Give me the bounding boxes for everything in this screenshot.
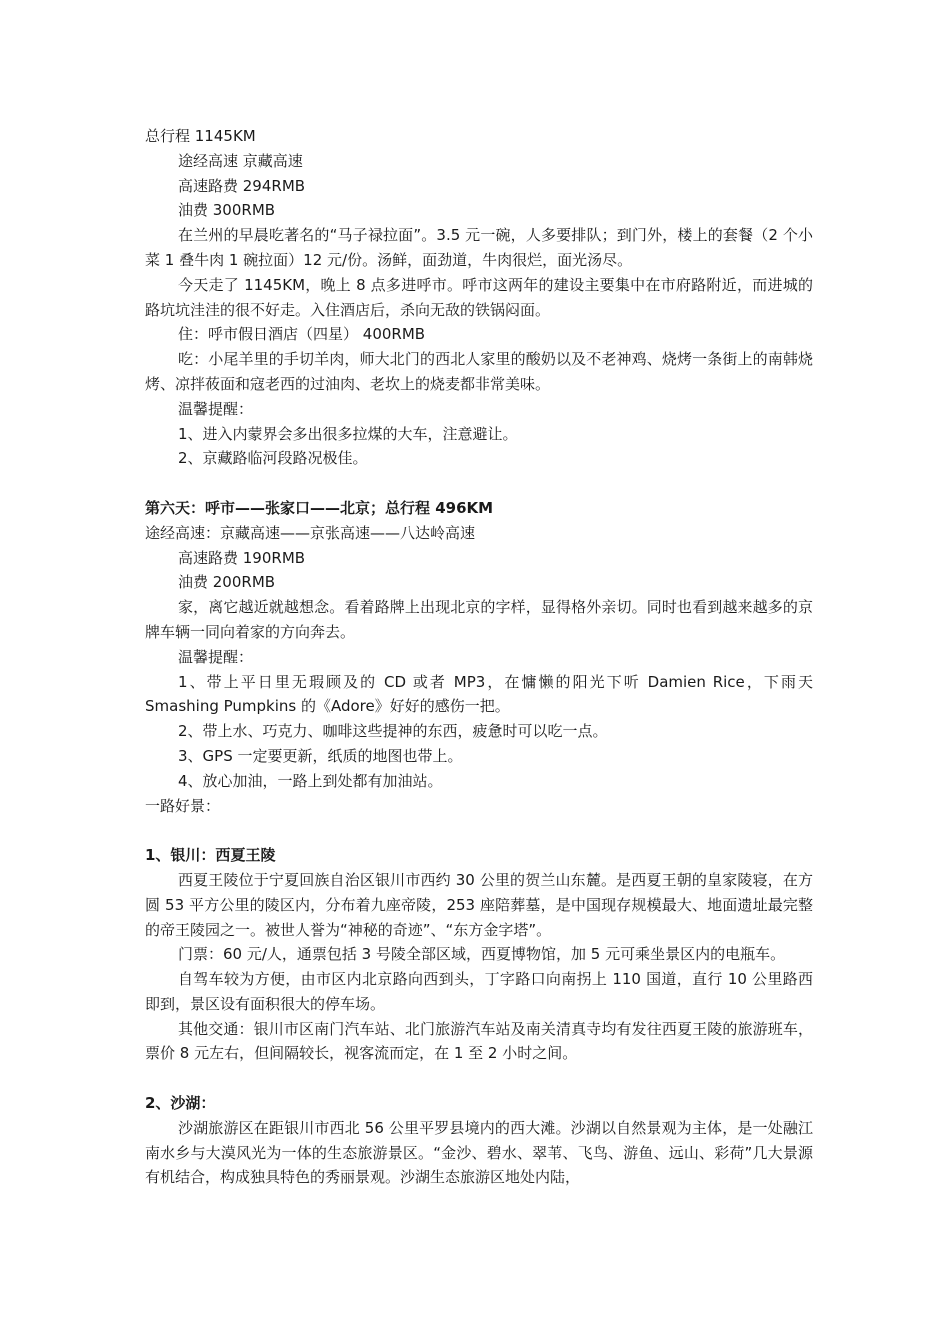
day5-toll: 高速路费 294RMB: [178, 176, 306, 195]
day5-tip-item: 1、进入内蒙界会多出很多拉煤的大车，注意避让。: [178, 424, 518, 443]
day5-paragraph-hohhot: 今天走了 1145KM，晚上 8 点多进呼市。呼市这两年的建设主要集中在市府路附近，而进城的路坑坑洼洼的很不好走。入住酒店后，杀向无敌的铁锅闷面。: [145, 275, 813, 319]
spot1-paragraph-transport: 其他交通：银川市区南门汽车站、北门旅游汽车站及南关清真寺均有发往西夏王陵的旅游班车，票价 8 元左右，但间隔较长，视客流而定，在 1 至 2 小时之间。: [145, 1019, 813, 1063]
day6-heading: 第六天：呼市——张家口——北京；总行程 496KM: [145, 498, 494, 517]
day6-fuel: 油费 200RMB: [178, 573, 276, 592]
spot2-paragraph-intro: 沙湖旅游区在距银川市西北 56 公里平罗县境内的西大滩。沙湖以自然景观为主体，是一处融江南水乡与大漠风光为一体的生态旅游景区。“金沙、碧水、翠苇、飞鸟、游鱼、远山、彩荷”几大景源有机结合，构成独具特色的秀丽景观。沙湖生态旅游区地处内陆，: [145, 1118, 813, 1187]
day6-tip-item: 4、放心加油，一路上到处都有加油站。: [178, 771, 443, 790]
day6-tips-title: 温馨提醒：: [178, 647, 254, 666]
day5-tips-title: 温馨提醒：: [178, 399, 254, 418]
spacer: [145, 471, 813, 496]
spacer: [145, 1066, 813, 1091]
spot2-heading: 2、沙湖：: [145, 1094, 216, 1113]
spot1-paragraph-intro: 西夏王陵位于宁夏回族自治区银川市西约 30 公里的贺兰山东麓。是西夏王朝的皇家陵寝，在方圆 53 平方公里的陵区内，分布着九座帝陵，253 座陪葬墓，是中国现存规模最大、地面遗址最完整的帝王陵园之一。被世人誉为“神秘的奇迹”、“东方金字塔”。: [145, 870, 813, 939]
day5-stay: 住：呼市假日酒店（四星） 400RMB: [178, 325, 426, 344]
scenery-title: 一路好景：: [145, 796, 221, 815]
day6-toll: 高速路费 190RMB: [178, 548, 306, 567]
spot1-paragraph-ticket: 门票：60 元/人，通票包括 3 号陵全部区域，西夏博物馆，加 5 元可乘坐景区内的电瓶车。: [178, 945, 786, 964]
day6-tip-item: 3、GPS 一定要更新，纸质的地图也带上。: [178, 746, 463, 765]
spacer: [145, 818, 813, 843]
day5-fuel: 油费 300RMB: [178, 201, 276, 220]
day5-paragraph-lanzhou: 在兰州的早晨吃著名的“马子禄拉面”。3.5 元一碗，人多要排队；到门外，楼上的套餐（2 个小菜 1 叠牛肉 1 碗拉面）12 元/份。汤鲜，面劲道，牛肉很烂，面光汤尽。: [145, 226, 813, 269]
day5-tip-item: 2、京藏路临河段路况极佳。: [178, 449, 368, 468]
spot1-paragraph-driving: 自驾车较为方便，由市区内北京路向西到头，丁字路口向南拐上 110 国道，直行 10 公里路西即到，景区设有面积很大的停车场。: [145, 970, 813, 1013]
day6-tip-item: 2、带上水、巧克力、咖啡这些提神的东西，疲惫时可以吃一点。: [178, 722, 608, 741]
day5-eat: 吃：小尾羊里的手切羊肉，师大北门的西北人家里的酸奶以及不老神鸡、烧烤一条街上的南韩烧烤、凉拌莜面和寇老西的过油肉、老坎上的烧麦都非常美味。: [145, 350, 813, 393]
day6-route: 途经高速：京藏高速——京张高速——八达岭高速: [145, 523, 476, 542]
day6-paragraph: 家，离它越近就越想念。看着路牌上出现北京的字样，显得格外亲切。同时也看到越来越多的京牌车辆一同向着家的方向奔去。: [145, 598, 813, 641]
day6-tip-item: 1、带上平日里无瑕顾及的 CD 或者 MP3，在慵懒的阳光下听 Damien Rice，下雨天 Smashing Pumpkins 的《Adore》好好的感伤一把。: [145, 672, 813, 716]
day5-route: 途经高速 京藏高速: [178, 151, 303, 170]
day5-total-distance: 总行程 1145KM: [145, 127, 256, 145]
document-body: [145, 124, 813, 1190]
spot1-heading: 1、银川：西夏王陵: [145, 846, 276, 865]
